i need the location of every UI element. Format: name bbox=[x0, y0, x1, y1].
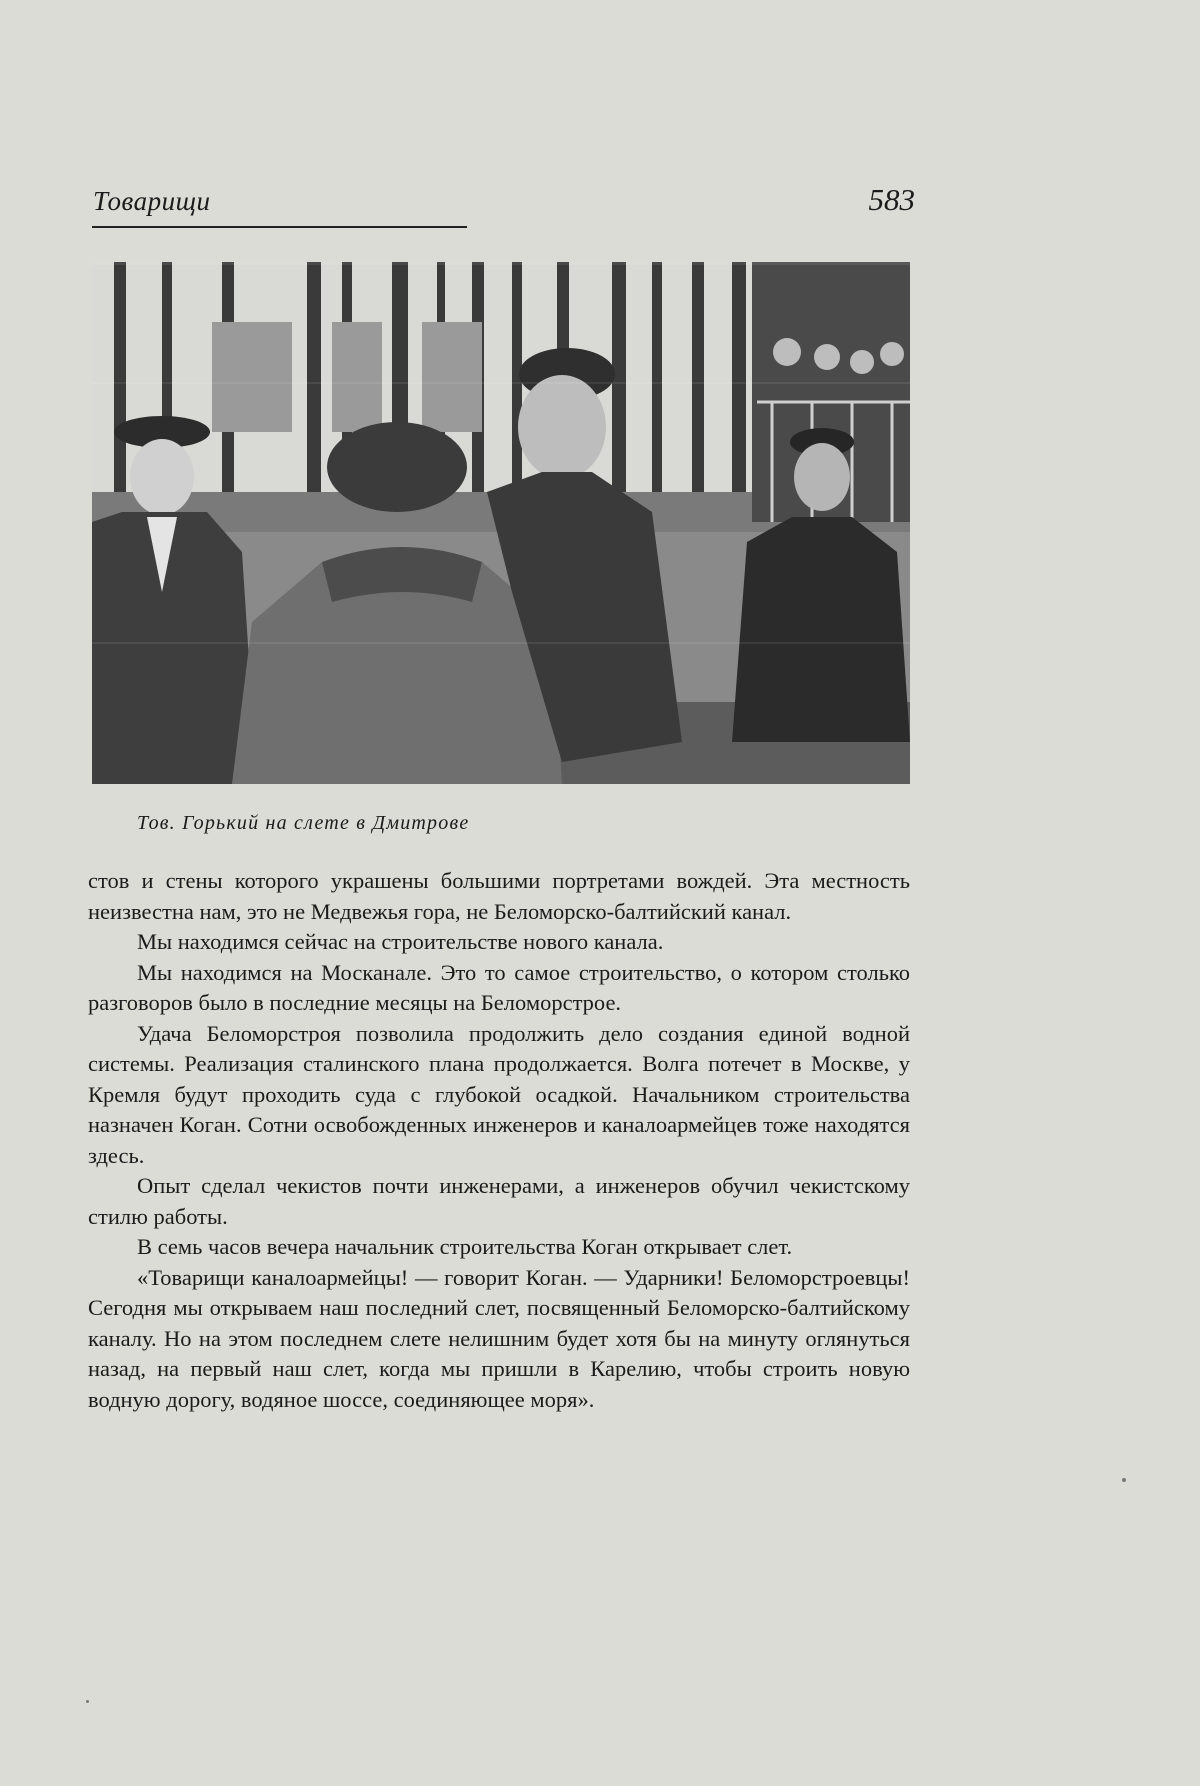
paragraph: Мы находимся на Москанале. Это то самое строительство, о котором столько разговоров было в последние месяцы на Беломорстрое. bbox=[88, 959, 910, 1015]
paragraph: Удача Беломорстроя позволила продолжить дело создания единой водной системы. Реализация сталинского плана продолжается. Волга потечет в Москве, у Кремля будут проходить суда с глубокой осадкой. Начальником строительства назначен Коган. Сотни освобожденных инженеров и каналоармейцев тоже находятся здесь. bbox=[88, 1020, 910, 1168]
scan-speck bbox=[1122, 1478, 1126, 1482]
scan-speck bbox=[86, 1700, 89, 1703]
header-rule bbox=[92, 226, 467, 228]
body-text bbox=[88, 866, 910, 1415]
photograph bbox=[92, 262, 910, 784]
paragraph: Опыт сделал чекистов почти инженерами, а инженеров обучил чекистскому стилю работы. bbox=[88, 1173, 910, 1229]
photo-caption: Тов. Горький на слете в Дмитрове bbox=[137, 812, 470, 834]
paragraph: «Товарищи каналоармейцы! — говорит Коган. — Ударники! Беломорстроевцы! Сегодня мы открываем наш последний слет, посвященный Беломорско-балтийскому каналу. Но на этом последнем слете нелишним будет хотя бы на минуту оглянуться назад, на первый наш слет, когда мы пришли в Карелию, чтобы строить новую водную дорогу, водяное шоссе, соединяющее моря». bbox=[88, 1264, 910, 1412]
paragraph: Мы находимся сейчас на строительстве нового канала. bbox=[137, 929, 664, 954]
page-number: 583 bbox=[868, 182, 915, 217]
photograph-illustration bbox=[92, 262, 910, 784]
paragraph: В семь часов вечера начальник строительства Коган открывает слет. bbox=[137, 1234, 793, 1259]
running-title: Товарищи bbox=[93, 186, 211, 216]
paragraph: стов и стены которого украшены большими портретами вождей. Эта местность неизвестна нам, это не Медвежья гора, не Беломорско-балтийский канал. bbox=[88, 868, 910, 924]
